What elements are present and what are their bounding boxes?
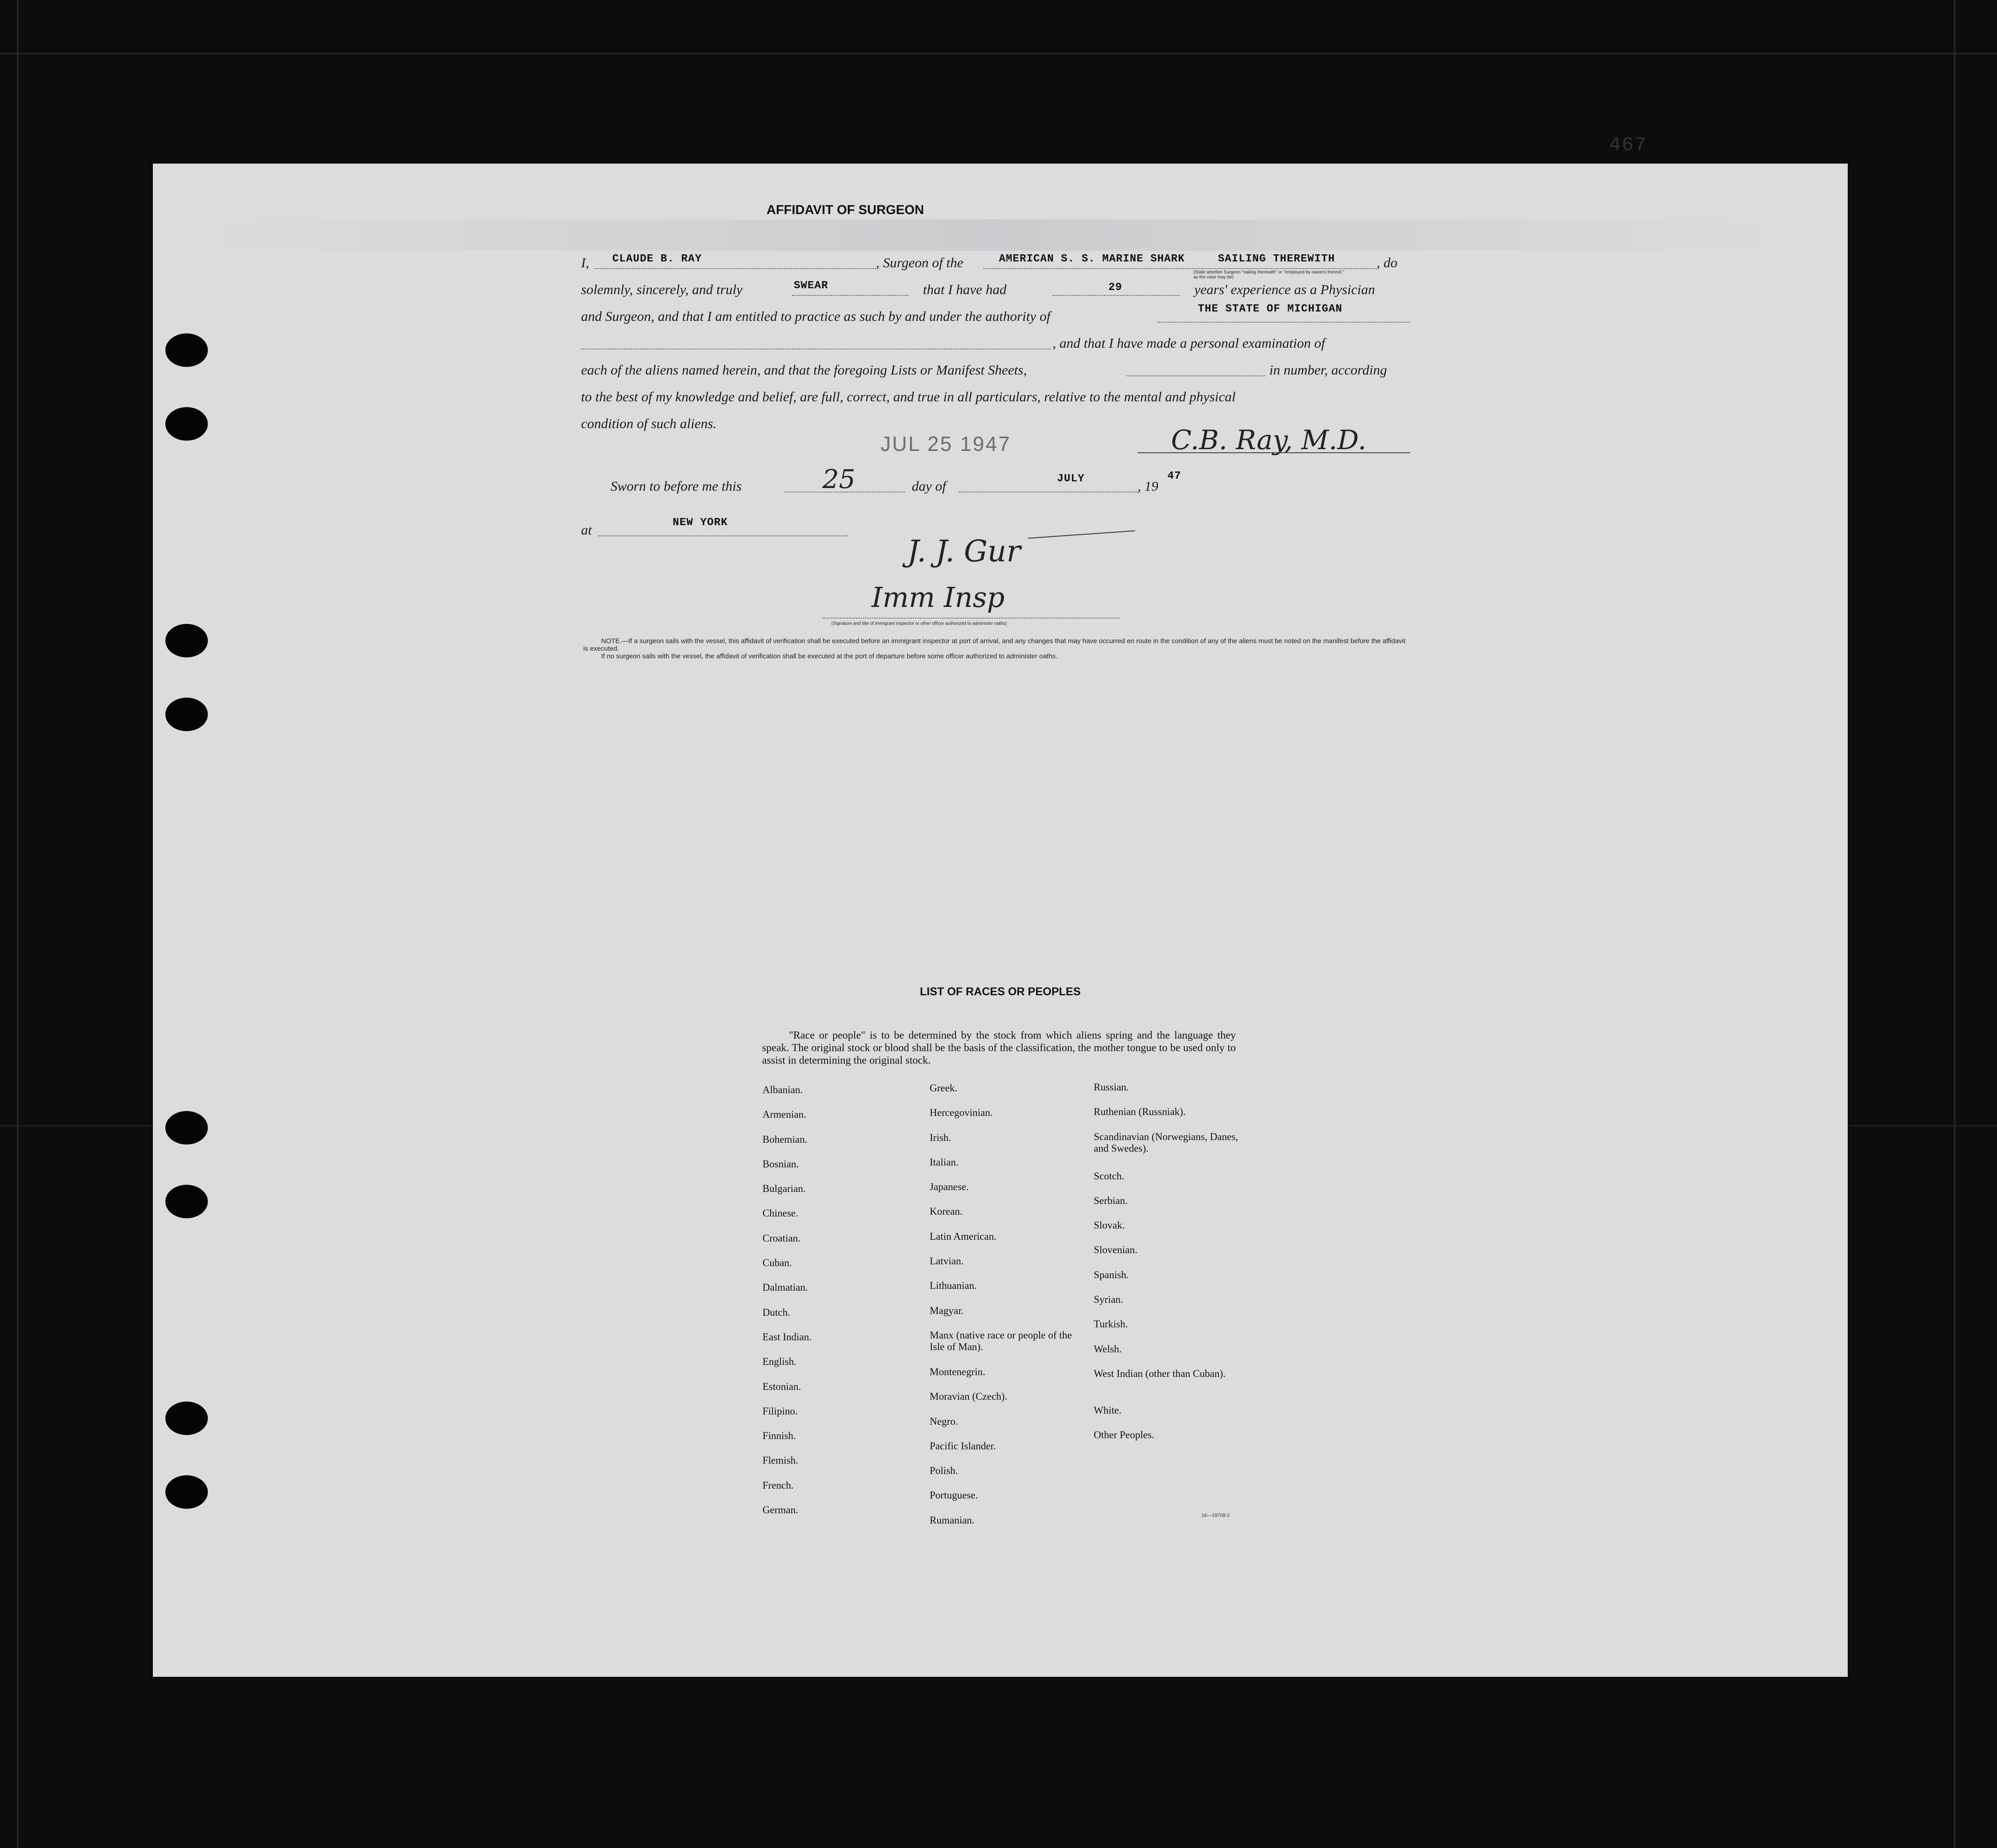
race-item: Negro. bbox=[930, 1415, 958, 1427]
race-item: Moravian (Czech). bbox=[930, 1391, 1007, 1402]
affidavit-line-4 bbox=[581, 333, 1410, 355]
race-item: Russian. bbox=[1094, 1082, 1129, 1093]
punch-hole bbox=[165, 1402, 208, 1435]
surgeon-signature: C.B. Ray, M.D. bbox=[1171, 425, 1367, 456]
punch-hole bbox=[165, 407, 208, 441]
punch-hole bbox=[165, 698, 208, 731]
races-column-1 bbox=[763, 1084, 923, 1529]
race-item: Cuban. bbox=[763, 1257, 792, 1269]
line5-text-a: each of the aliens named herein, and that the foregoing Lists or Manifest Sheets, bbox=[581, 362, 1027, 378]
race-item: Latin American. bbox=[930, 1230, 997, 1242]
race-item: Serbian. bbox=[1094, 1195, 1128, 1206]
sworn-line bbox=[581, 464, 1410, 498]
affidavit-line-1 bbox=[581, 253, 1410, 280]
race-item: East Indian. bbox=[763, 1331, 812, 1343]
line2-text-c: years' experience as a Physician bbox=[1194, 282, 1375, 297]
race-item: Italian. bbox=[930, 1156, 959, 1168]
race-item: Magyar. bbox=[930, 1305, 964, 1316]
race-item: Korean. bbox=[930, 1206, 963, 1217]
date-stamp: JUL 25 1947 bbox=[881, 432, 1011, 455]
race-item: Syrian. bbox=[1094, 1294, 1123, 1305]
sailing-value: SAILING THEREWITH bbox=[1218, 253, 1335, 265]
race-item: Other Peoples. bbox=[1094, 1429, 1154, 1441]
race-item: Dutch. bbox=[763, 1306, 790, 1318]
oath-value: SWEAR bbox=[794, 280, 829, 292]
race-item: Albanian. bbox=[763, 1084, 803, 1095]
affidavit-line-2 bbox=[581, 280, 1410, 301]
sworn-month-field bbox=[959, 476, 1138, 493]
line2-text-a: solemnly, sincerely, and truly bbox=[581, 282, 743, 297]
sworn-day-value: 25 bbox=[822, 464, 855, 494]
affidavit-title: AFFIDAVIT OF SURGEON bbox=[767, 203, 924, 217]
affidavit-line-3 bbox=[581, 303, 1410, 328]
affidavit-line-5 bbox=[581, 360, 1410, 382]
race-item: Spanish. bbox=[1094, 1269, 1129, 1280]
vessel-value: AMERICAN S. S. MARINE SHARK bbox=[999, 253, 1185, 265]
line1-i: I, bbox=[581, 255, 590, 270]
affidavit-note bbox=[583, 637, 1410, 660]
race-item: Portuguese. bbox=[930, 1490, 978, 1501]
sworn-year-value: 47 bbox=[1167, 470, 1181, 482]
races-intro bbox=[762, 1029, 1236, 1067]
race-item: Hercegovinian. bbox=[930, 1107, 993, 1119]
race-item: Polish. bbox=[930, 1465, 958, 1477]
race-item: Lithuanian. bbox=[930, 1280, 977, 1292]
punch-hole bbox=[165, 624, 208, 657]
races-intro-text: "Race or people" is to be determined by the stock from which aliens spring and the language they speak. The original stock or blood shall be the basis of the classification, the mother tongue to be used only to assist in determining the original stock. bbox=[762, 1030, 1236, 1066]
surgeon-name-value: CLAUDE B. RAY bbox=[612, 253, 702, 265]
race-item: Greek. bbox=[930, 1082, 957, 1094]
at-place-value: NEW YORK bbox=[673, 517, 728, 529]
sworn-month-value: JULY bbox=[1057, 473, 1085, 485]
line1-do: , do bbox=[1377, 255, 1398, 270]
frame-divider-left bbox=[17, 0, 18, 1848]
line4-text: , and that I have made a personal examination of bbox=[1053, 335, 1325, 351]
race-item: Finnish. bbox=[763, 1430, 796, 1442]
race-item: Chinese. bbox=[763, 1208, 798, 1219]
race-item: Bulgarian. bbox=[763, 1183, 806, 1195]
note-line-1: NOTE.—If a surgeon sails with the vessel, this affidavit of verification shall be executed before an immigrant inspector at port of arrival, and any changes that may have occurred en route in the condition of any of the aliens must be noted on the manifest before the affidavit is executed. bbox=[583, 637, 1406, 652]
sworn-text-a: Sworn to before me this bbox=[611, 478, 742, 494]
authority-continued-field bbox=[581, 333, 1050, 349]
race-item: Filipino. bbox=[763, 1405, 798, 1417]
races-column-3 bbox=[1094, 1082, 1246, 1454]
sheets-count-field bbox=[1126, 360, 1265, 376]
race-item: French. bbox=[763, 1479, 794, 1491]
race-item: German. bbox=[763, 1504, 798, 1516]
bleed-through-band bbox=[189, 219, 1798, 251]
race-item: Croatian. bbox=[763, 1232, 800, 1244]
race-item: Manx (native race or people of the Isle of Man). bbox=[930, 1329, 1072, 1352]
punch-hole bbox=[165, 1111, 208, 1145]
race-item: Latvian. bbox=[930, 1255, 964, 1267]
sworn-text-c: , 19 bbox=[1138, 478, 1159, 494]
line5-text-b: in number, according bbox=[1269, 362, 1387, 378]
race-item: Irish. bbox=[930, 1132, 951, 1143]
line7-text: condition of such aliens. bbox=[581, 416, 717, 431]
line2-text-b: that I have had bbox=[923, 282, 1007, 297]
frame-divider-top bbox=[0, 53, 1997, 54]
officer-caption: (Signature and title of immigrant inspector or other officer authorized to administer oaths) bbox=[831, 621, 1007, 626]
race-item: Montenegrin. bbox=[930, 1366, 986, 1377]
page-number: 467 bbox=[1609, 134, 1647, 156]
affidavit-line-6 bbox=[581, 387, 1410, 408]
officer-title-signature: Imm Insp bbox=[872, 581, 1005, 614]
at-label: at bbox=[581, 522, 592, 538]
sworn-text-b: day of bbox=[912, 478, 946, 494]
line6-text: to the best of my knowledge and belief, are full, correct, and true in all particulars, relative to the mental and physical bbox=[581, 389, 1236, 404]
line3-text-a: and Surgeon, and that I am entitled to practice as such by and under the authority of bbox=[581, 308, 1051, 324]
race-item: Armenian. bbox=[763, 1109, 806, 1120]
race-item: Welsh. bbox=[1094, 1343, 1122, 1355]
years-value: 29 bbox=[1108, 282, 1122, 294]
race-item: Scandinavian (Norwegians, Danes, and Swedes). bbox=[1094, 1131, 1239, 1154]
races-title: LIST OF RACES OR PEOPLES bbox=[920, 985, 1081, 998]
race-item: Turkish. bbox=[1094, 1318, 1128, 1330]
race-item: Scotch. bbox=[1094, 1170, 1125, 1182]
races-column-2 bbox=[930, 1082, 1082, 1539]
race-item: English. bbox=[763, 1356, 797, 1368]
race-item: Estonian. bbox=[763, 1381, 801, 1392]
race-item: Slovak. bbox=[1094, 1220, 1125, 1231]
form-number: 16—18708-2 bbox=[1201, 1513, 1230, 1518]
race-item: Slovenian. bbox=[1094, 1244, 1138, 1256]
race-item: Dalmatian. bbox=[763, 1282, 808, 1293]
punch-hole bbox=[165, 1185, 208, 1218]
sailing-hint: (State whether Surgeon "sailing therewith" or "employed by owners thereof," as the case may be) bbox=[1193, 270, 1344, 280]
surgeon-signature-line bbox=[1138, 452, 1410, 453]
authority-value: THE STATE OF MICHIGAN bbox=[1198, 303, 1343, 315]
punch-hole bbox=[165, 333, 208, 367]
note-line-2: If no surgeon sails with the vessel, the affidavit of verification shall be executed at the port of departure before some officer authorized to administer oaths. bbox=[601, 652, 1057, 660]
race-item: Bohemian. bbox=[763, 1133, 808, 1145]
punch-hole bbox=[165, 1475, 208, 1509]
frame-divider-right bbox=[1954, 0, 1955, 1848]
line1-surgeon-of: , Surgeon of the bbox=[876, 255, 964, 270]
officer-signature: J. J. Gur bbox=[907, 534, 1021, 568]
officer-signature-line bbox=[822, 604, 1120, 619]
race-item: Rumanian. bbox=[930, 1514, 975, 1526]
race-item: Bosnian. bbox=[763, 1158, 799, 1170]
race-item: Ruthenian (Russniak). bbox=[1094, 1106, 1186, 1118]
race-item: Flemish. bbox=[763, 1455, 798, 1466]
race-item: White. bbox=[1094, 1404, 1121, 1416]
race-item: West Indian (other than Cuban). bbox=[1094, 1368, 1226, 1379]
race-item: Pacific Islander. bbox=[930, 1440, 996, 1452]
race-item: Japanese. bbox=[930, 1181, 969, 1193]
